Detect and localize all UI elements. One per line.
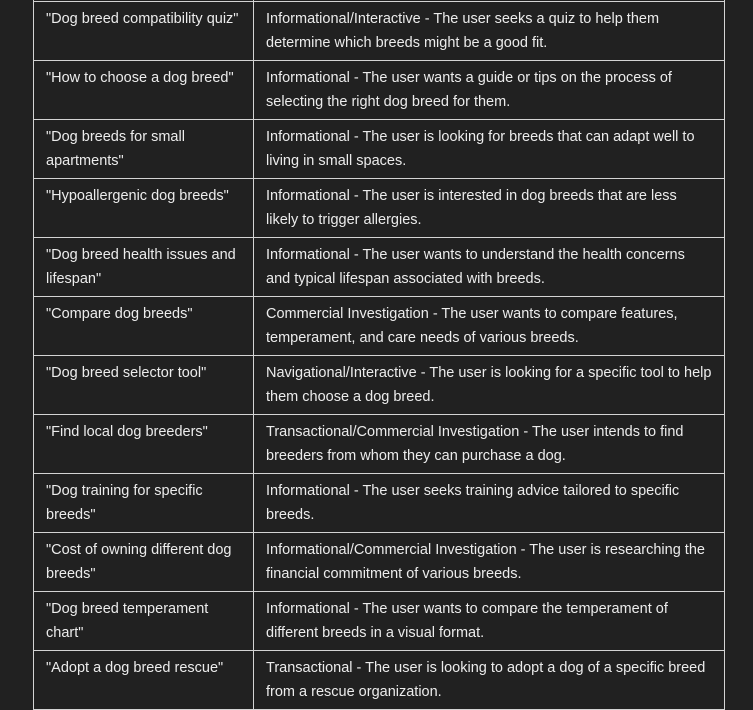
search-intent-table <box>33 0 725 710</box>
table-row <box>34 474 725 533</box>
query-cell: "Compare dog breeds" <box>34 297 254 356</box>
query-cell: "Dog breed health issues and lifespan" <box>34 238 254 297</box>
query-cell: "Dog breed temperament chart" <box>34 592 254 651</box>
table-row <box>34 61 725 120</box>
intent-cell: Informational - The user is looking for breeds that can adapt well to living in small spaces. <box>254 120 725 179</box>
query-cell: "Dog breed selector tool" <box>34 356 254 415</box>
search-intent-table-container <box>33 0 724 710</box>
query-cell: "Dog breed compatibility quiz" <box>34 2 254 61</box>
query-cell: "Dog training for specific breeds" <box>34 474 254 533</box>
table-row <box>34 651 725 710</box>
query-cell: "Cost of owning different dog breeds" <box>34 533 254 592</box>
table-row <box>34 179 725 238</box>
table-row <box>34 533 725 592</box>
intent-cell: Transactional - The user is looking to adopt a dog of a specific breed from a rescue organization. <box>254 651 725 710</box>
table-row <box>34 415 725 474</box>
intent-cell: Informational - The user seeks training advice tailored to specific breeds. <box>254 474 725 533</box>
table-row <box>34 238 725 297</box>
query-cell: "Find local dog breeders" <box>34 415 254 474</box>
intent-cell: Transactional/Commercial Investigation - The user intends to find breeders from whom they can purchase a dog. <box>254 415 725 474</box>
table-row <box>34 356 725 415</box>
intent-cell: Informational - The user wants to understand the health concerns and typical lifespan associated with breeds. <box>254 238 725 297</box>
query-cell: "How to choose a dog breed" <box>34 61 254 120</box>
query-cell: "Dog breeds for small apartments" <box>34 120 254 179</box>
query-cell: "Adopt a dog breed rescue" <box>34 651 254 710</box>
intent-cell: Informational - The user wants a guide or tips on the process of selecting the right dog breed for them. <box>254 61 725 120</box>
intent-cell: Informational - The user is interested in dog breeds that are less likely to trigger allergies. <box>254 179 725 238</box>
intent-cell: Informational - The user wants to compare the temperament of different breeds in a visual format. <box>254 592 725 651</box>
table-row <box>34 592 725 651</box>
intent-cell: Informational/Commercial Investigation - The user is researching the financial commitment of various breeds. <box>254 533 725 592</box>
table-row <box>34 297 725 356</box>
intent-cell: Commercial Investigation - The user wants to compare features, temperament, and care needs of various breeds. <box>254 297 725 356</box>
intent-cell: Informational/Interactive - The user seeks a quiz to help them determine which breeds might be a good fit. <box>254 2 725 61</box>
table-row <box>34 120 725 179</box>
table-row <box>34 2 725 61</box>
intent-cell: Navigational/Interactive - The user is looking for a specific tool to help them choose a dog breed. <box>254 356 725 415</box>
query-cell: "Hypoallergenic dog breeds" <box>34 179 254 238</box>
